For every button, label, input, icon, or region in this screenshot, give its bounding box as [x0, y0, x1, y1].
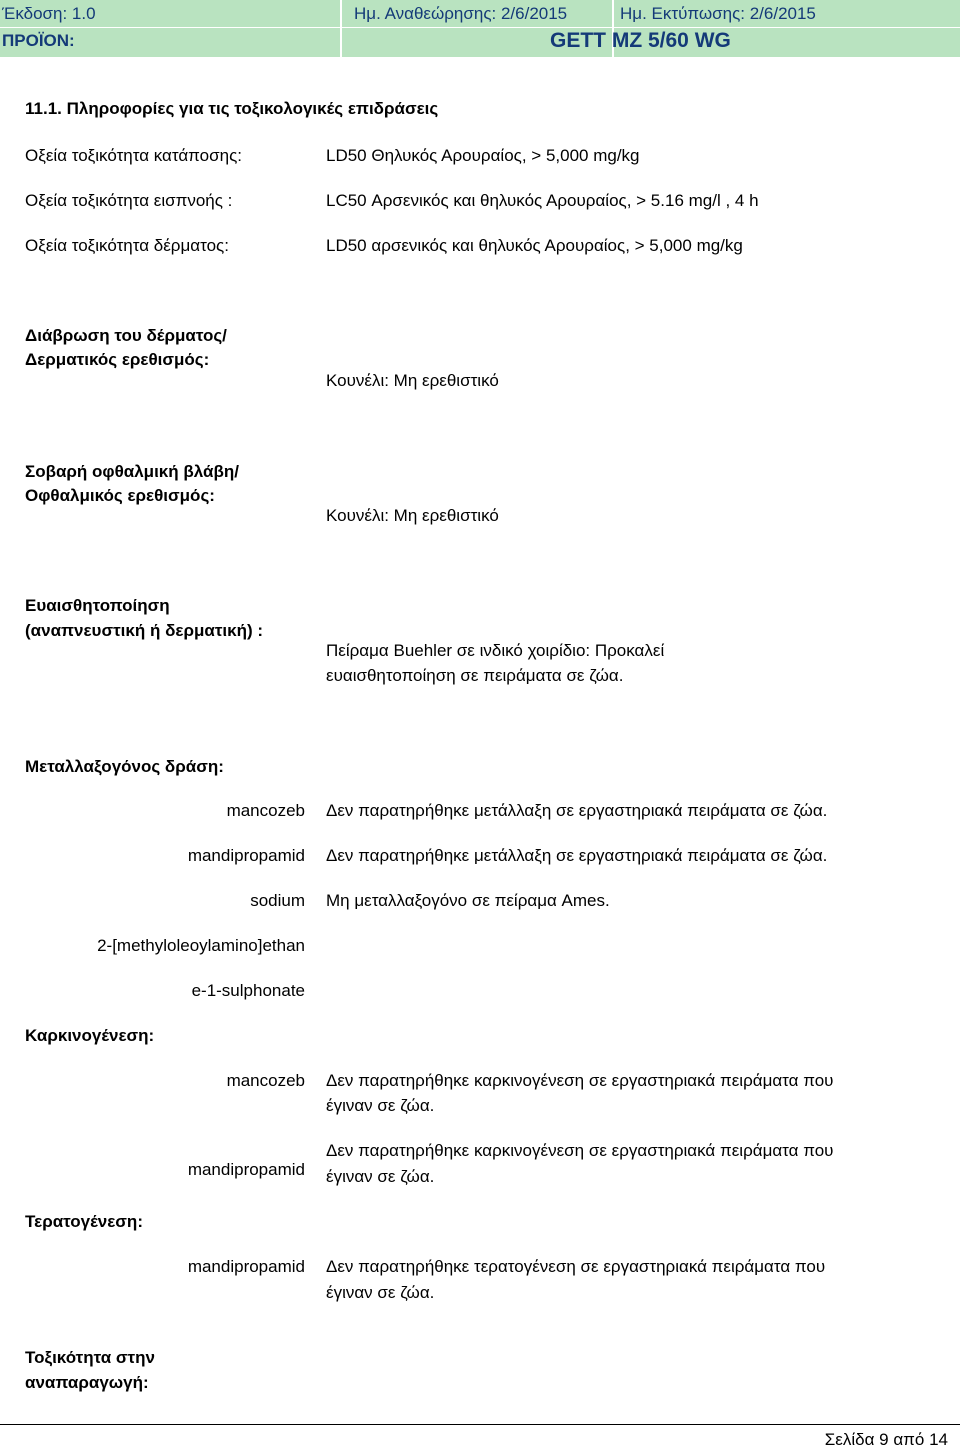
mutagenic-value-mancozeb: Δεν παρατηρήθηκε μετάλλαξη σε εργαστηριακά πειράματα σε ζώα. [326, 801, 828, 820]
eye-value: Κουνέλι: Μη ερεθιστικό [326, 506, 499, 525]
header-product-name: GETT MZ 5/60 WG [550, 29, 731, 52]
eye-label-line2: Οφθαλμικός ερεθισμός: [25, 486, 215, 505]
header-version: Έκδοση: 1.0 [2, 4, 96, 23]
mutagenic-substance-mandipropamid: mandipropamid [187, 846, 305, 865]
sensitisation-value-line2: ευαισθητοποίηση σε πειράματα σε ζώα. [326, 666, 624, 685]
carcinogenic-value-mandipropamid-line1: Δεν παρατηρήθηκε καρκινογένεση σε εργαστηριακά πειράματα που [326, 1141, 834, 1160]
teratogenic-substance: mandipropamid [187, 1257, 305, 1276]
teratogenic-label: Τερατογένεση: [25, 1212, 143, 1231]
carcinogenic-substance-mancozeb: mancozeb [226, 1071, 305, 1090]
mutagenic-substance-sodium: sodium [250, 891, 305, 910]
header-separator [340, 0, 342, 57]
carcinogenic-value-mancozeb-line1: Δεν παρατηρήθηκε καρκινογένεση σε εργαστηριακά πειράματα που [326, 1071, 834, 1090]
acute-oral-value: LD50 Θηλυκός Αρουραίος, > 5,000 mg/kg [326, 146, 640, 165]
acute-oral-label: Οξεία τοξικότητα κατάποσης: [25, 146, 242, 165]
sensitisation-label-line2: (αναπνευστική ή δερματική) : [25, 621, 264, 640]
mutagenic-value-mandipropamid: Δεν παρατηρήθηκε μετάλλαξη σε εργαστηριακά πειράματα σε ζώα. [326, 846, 828, 865]
sensitisation-value-line1: Πείραμα Buehler σε ινδικό χοιρίδιο: Προκαλεί [326, 641, 665, 660]
carcinogenic-value-mancozeb-line2: έγιναν σε ζώα. [326, 1096, 435, 1115]
mutagenic-substance-mancozeb: mancozeb [226, 801, 305, 820]
sensitisation-label-line1: Ευαισθητοποίηση [25, 596, 170, 615]
acute-dermal-label: Οξεία τοξικότητα δέρματος: [25, 236, 229, 255]
reproductive-label-line1: Τοξικότητα στην [25, 1348, 155, 1367]
footer-page-number: Σελίδα 9 από 14 [824, 1430, 948, 1449]
reproductive-label-line2: αναπαραγωγή: [25, 1373, 149, 1392]
skin-label-line1: Διάβρωση του δέρματος/ [25, 326, 227, 345]
teratogenic-value-line1: Δεν παρατηρήθηκε τερατογένεση σε εργαστηριακά πειράματα που [326, 1257, 826, 1276]
mutagenic-value-sodium: Μη μεταλλαξογόνο σε πείραμα Ames. [326, 891, 610, 910]
acute-inhalation-label: Οξεία τοξικότητα εισπνοής : [25, 191, 233, 210]
header-print-date: Ημ. Εκτύπωσης: 2/6/2015 [620, 4, 816, 23]
mutagenic-substance-sodium-line3: e-1-sulphonate [191, 981, 305, 1000]
acute-dermal-value: LD50 αρσενικός και θηλυκός Αρουραίος, > 5,000 mg/kg [326, 236, 743, 255]
teratogenic-value-line2: έγιναν σε ζώα. [326, 1283, 435, 1302]
carcinogenic-label: Καρκινογένεση: [25, 1026, 155, 1045]
footer-divider [0, 1424, 960, 1425]
section-heading: 11.1. Πληροφορίες για τις τοξικολογικές επιδράσεις [25, 99, 439, 118]
eye-label-line1: Σοβαρή οφθαλμική βλάβη/ [25, 462, 239, 481]
header-product-label: ΠΡΟΪΟΝ: [2, 31, 75, 50]
mutagenic-substance-sodium-line2: 2-[methyloleoylamino]ethan [97, 936, 305, 955]
mutagenic-label: Μεταλλαξογόνος δράση: [25, 757, 224, 776]
carcinogenic-value-mandipropamid-line2: έγιναν σε ζώα. [326, 1167, 435, 1186]
skin-value: Κουνέλι: Μη ερεθιστικό [326, 371, 499, 390]
skin-label-line2: Δερματικός ερεθισμός: [25, 350, 210, 369]
header-revision-date: Ημ. Αναθεώρησης: 2/6/2015 [354, 4, 568, 23]
carcinogenic-substance-mandipropamid: mandipropamid [187, 1160, 305, 1179]
header-row-bottom [0, 28, 960, 57]
acute-inhalation-value: LC50 Αρσενικός και θηλυκός Αρουραίος, > 5.16 mg/l , 4 h [326, 191, 759, 210]
